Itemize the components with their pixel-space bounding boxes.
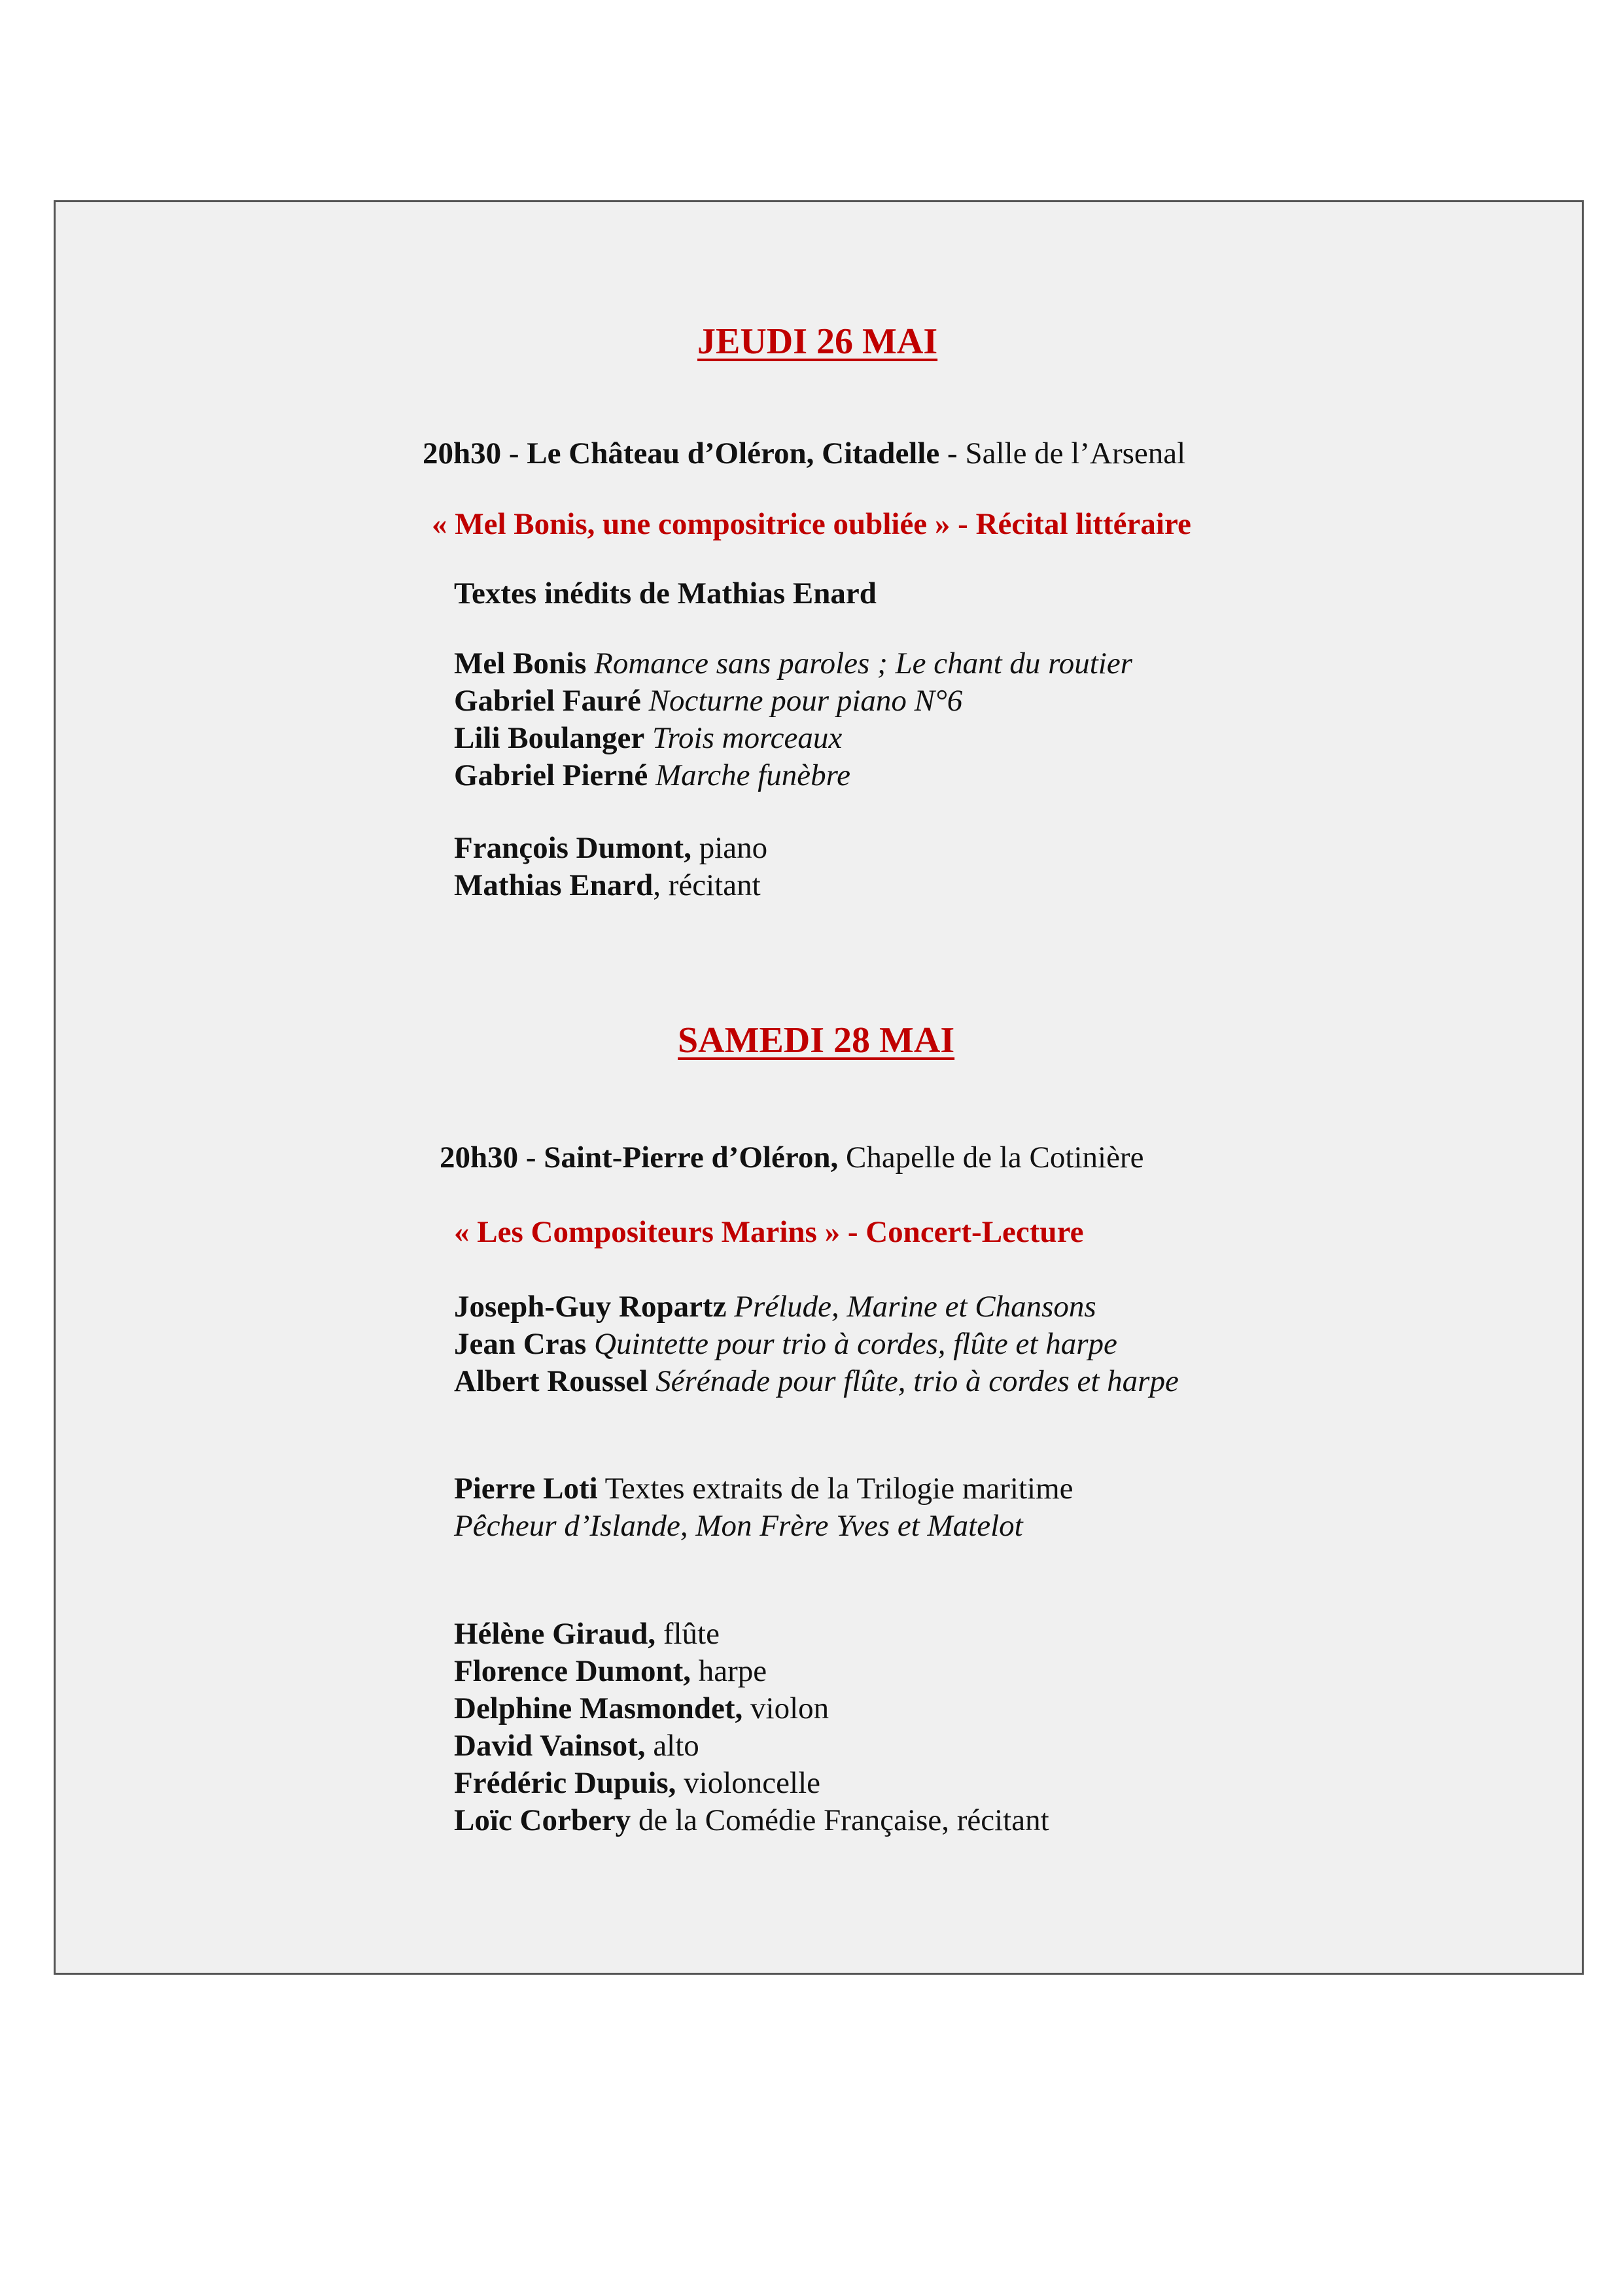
- performer-line: [454, 1731, 699, 1761]
- event2-title: « Les Compositeurs Marins » - Concert-Lecture: [454, 1215, 1084, 1249]
- composer: Albert Roussel: [454, 1364, 648, 1398]
- performer-name: François Dumont,: [454, 831, 691, 865]
- work: Quintette pour trio à cordes, flûte et harpe: [594, 1327, 1117, 1361]
- event2-time: 20h30: [440, 1140, 519, 1174]
- performer-name: Hélène Giraud,: [454, 1617, 656, 1651]
- event2-venue: Chapelle de la Cotinière: [845, 1140, 1144, 1174]
- composer: Lili Boulanger: [454, 721, 645, 755]
- work: Sérénade pour flûte, trio à cordes et harpe: [655, 1364, 1179, 1398]
- performer-role: , récitant: [653, 868, 761, 902]
- performer-line: [454, 1768, 820, 1799]
- reading-desc: Textes extraits de la Trilogie maritime: [604, 1472, 1073, 1506]
- work: Trois morceaux: [652, 721, 843, 755]
- performer-name: Loïc Corbery: [454, 1803, 631, 1837]
- event2-place: Saint-Pierre d’Oléron,: [544, 1140, 839, 1174]
- performer-line: [454, 1619, 720, 1650]
- program-line: [454, 1329, 1117, 1360]
- performer-role: violon: [750, 1691, 829, 1725]
- work: Nocturne pour piano N°6: [648, 684, 963, 718]
- performer-line: [454, 833, 767, 864]
- program-line: [454, 723, 842, 754]
- event1-venue: Salle de l’Arsenal: [965, 436, 1186, 470]
- performer-role: piano: [699, 831, 768, 865]
- composer: Gabriel Fauré: [454, 684, 641, 718]
- work: Marche funèbre: [655, 758, 851, 792]
- reading-works: Pêcheur d’Islande, Mon Frère Yves et Matelot: [454, 1509, 1023, 1543]
- performer-name: Florence Dumont,: [454, 1654, 691, 1688]
- performer-line: [454, 1693, 829, 1724]
- performer-role: de la Comédie Française, récitant: [638, 1803, 1049, 1837]
- composer: Gabriel Pierné: [454, 758, 648, 792]
- performer-name: Delphine Masmondet,: [454, 1691, 743, 1725]
- composer: Jean Cras: [454, 1327, 587, 1361]
- work: Romance sans paroles ; Le chant du routier: [594, 646, 1132, 680]
- event1-time: 20h30: [423, 436, 502, 470]
- event2-location: 20h30 - Saint-Pierre d’Oléron, Chapelle de la Cotinière: [440, 1140, 1144, 1174]
- performer-role: flûte: [663, 1617, 720, 1651]
- event1-texts: Textes inédits de Mathias Enard: [454, 576, 877, 610]
- performer-name: Frédéric Dupuis,: [454, 1766, 676, 1800]
- program-line: [454, 1292, 1096, 1322]
- program-line: [454, 1366, 1179, 1397]
- work: Prélude, Marine et Chansons: [734, 1290, 1096, 1324]
- day-heading-2: SAMEDI 28 MAI: [678, 1020, 955, 1061]
- composer: Joseph-Guy Ropartz: [454, 1290, 727, 1324]
- reading-line: [454, 1474, 1073, 1504]
- performer-role: alto: [653, 1729, 699, 1763]
- performer-role: harpe: [698, 1654, 767, 1688]
- performer-name: David Vainsot,: [454, 1729, 646, 1763]
- program-line: [454, 648, 1132, 679]
- program-line: [454, 760, 850, 791]
- composer: Mel Bonis: [454, 646, 587, 680]
- reading-author: Pierre Loti: [454, 1472, 598, 1506]
- performer-line: [454, 870, 761, 901]
- event1-place: Le Château d’Oléron, Citadelle: [527, 436, 940, 470]
- program-line: [454, 686, 962, 716]
- performer-line: [454, 1805, 1049, 1836]
- day-heading-1: JEUDI 26 MAI: [697, 321, 938, 362]
- performer-role: violoncelle: [684, 1766, 820, 1800]
- performer-line: [454, 1656, 767, 1687]
- event1-title: « Mel Bonis, une compositrice oubliée » - Récital littéraire: [432, 507, 1191, 541]
- event1-location: 20h30 - Le Château d’Oléron, Citadelle - Salle de l’Arsenal: [423, 436, 1186, 470]
- performer-name: Mathias Enard: [454, 868, 654, 902]
